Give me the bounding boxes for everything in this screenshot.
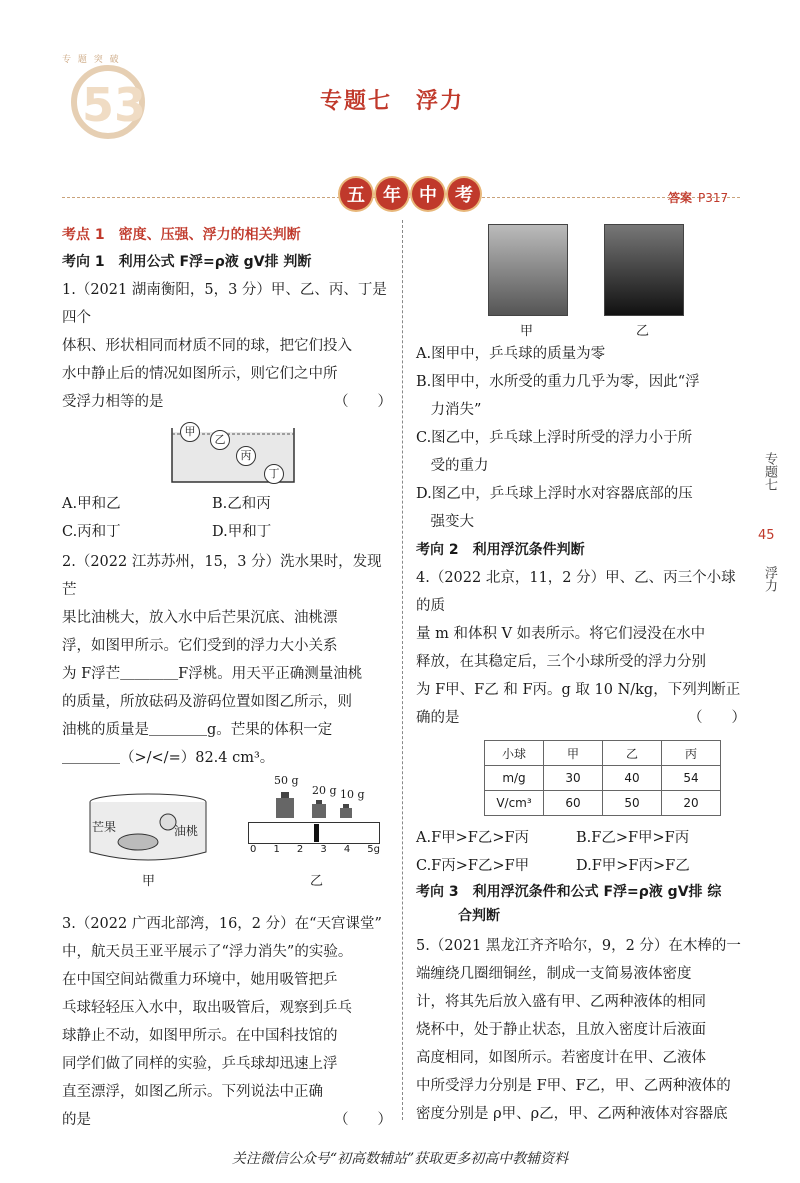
label-mango: 芒果 (92, 820, 117, 834)
table-row (485, 766, 721, 791)
q1-line: 水中静止后的情况如图所示，则它们之中所 (62, 366, 338, 382)
q2-caption-jia: 甲 (142, 874, 156, 889)
q2-line: 2.（2022 江苏苏州，15，3 分）洗水果时，发现芒 (62, 554, 382, 598)
table-cell: 60 (544, 791, 603, 816)
q3-option: 受的重力 (416, 458, 489, 474)
q4-option: D.F甲>F丙>F乙 (576, 858, 690, 874)
q4-line: 4.（2022 北京，11，2 分）甲、乙、丙三个小球的质 (416, 570, 736, 614)
banner-char: 考 (448, 178, 480, 210)
table-cell: 甲 (544, 741, 603, 766)
q3-line: 中，航天员王亚平展示了“浮力消失”的实验。 (62, 944, 353, 960)
weight-20: 20 g (312, 784, 337, 797)
q1-option: D.甲和丁 (212, 524, 272, 540)
q5-line: 计，将其先后放入盛有甲、乙两种液体的相同 (416, 994, 706, 1010)
table-cell: V/cm³ (485, 791, 544, 816)
ball-ding: 丁 (264, 464, 284, 484)
q1-options (62, 490, 392, 546)
q2-figures (62, 774, 392, 890)
q5-line: 密度分别是 ρ甲、ρ乙，甲、乙两种液体对容器底 (416, 1106, 728, 1122)
weight-10: 10 g (340, 788, 365, 801)
q3-line: 直至漂浮，如图乙所示。下列说法中正确 (62, 1084, 323, 1100)
q4-table (484, 740, 721, 816)
scale-tick: 1 (273, 844, 280, 855)
table-cell: 乙 (603, 741, 662, 766)
q2-line: 浮，如图甲所示。它们受到的浮力大小关系 (62, 638, 338, 654)
q5-line: 5.（2021 黑龙江齐齐哈尔，9，2 分）在木棒的一 (416, 938, 741, 954)
banner-char: 中 (412, 178, 444, 210)
question-5 (416, 932, 746, 1128)
scale-tick: 3 (320, 844, 327, 855)
q5-line: 烧杯中，处于静止状态，且放入密度计后液面 (416, 1022, 706, 1038)
answer-ref (668, 189, 728, 206)
answer-page: P317 (698, 191, 729, 205)
ball-bing: 丙 (236, 446, 256, 466)
table-cell: 20 (662, 791, 721, 816)
kaoxiang-2: 考向 2 利用浮沉条件判断 (416, 542, 585, 558)
logo-53 (62, 52, 154, 140)
table-cell: 30 (544, 766, 603, 791)
q2-line: 为 F浮芒＿＿＿＿F浮桃。用天平正确测量油桃 (62, 666, 363, 682)
banner-char: 年 (376, 178, 408, 210)
q4-option: C.F丙>F乙>F甲 (416, 858, 530, 874)
label-peach: 油桃 (174, 824, 199, 838)
q3-option: C.图乙中，乒乓球上浮时所受的浮力小于所 (416, 430, 693, 446)
q5-line: 端缠绕几圈细铜丝，制成一支简易液体密度 (416, 966, 692, 982)
q2-line: 的质量，所放砝码及游码位置如图乙所示，则 (62, 694, 352, 710)
scale-tick: 4 (343, 844, 351, 855)
q1-line: 1.（2021 湖南衡阳，5，3 分）甲、乙、丙、丁是四个 (62, 282, 387, 326)
left-column (62, 222, 392, 1134)
ball-yi: 乙 (210, 430, 230, 450)
logo-brand: 专 题 突 破 (62, 55, 121, 65)
photo-caption-yi: 乙 (636, 324, 650, 339)
banner-char: 五 (340, 178, 372, 210)
table-cell: 小球 (485, 741, 544, 766)
q1-paren: （ ） (334, 394, 392, 410)
q4-line: 释放，在其稳定后，三个小球所受的浮力分别 (416, 654, 706, 670)
question-3 (62, 910, 392, 1134)
scale-tick: 2 (296, 844, 304, 855)
q3-option: 强变大 (416, 514, 474, 530)
q1-line: 受浮力相等的是 (62, 394, 164, 410)
q4-line: 为 F甲、F乙 和 F丙。g 取 10 N/kg，下列判断正 (416, 682, 741, 698)
question-1 (62, 276, 392, 416)
q1-figure (170, 422, 296, 486)
table-cell: 54 (662, 766, 721, 791)
q4-options (416, 824, 746, 880)
q3-options (416, 340, 746, 536)
kaodian-heading: 考点 1 密度、压强、浮力的相关判断 (62, 227, 301, 243)
ball-jia: 甲 (180, 422, 200, 442)
q3-line: 的是 (62, 1112, 91, 1128)
logo-number: 53 (82, 78, 147, 132)
side-topic: 专题七 (762, 452, 777, 491)
weights-icon (272, 792, 372, 820)
q3-line: 球静止不动，如图甲所示。在中国科技馆的 (62, 1028, 338, 1044)
q4-option: A.F甲>F乙>F丙 (416, 830, 530, 846)
answer-label: 答案 (668, 191, 693, 205)
table-cell: 丙 (662, 741, 721, 766)
q3-paren: （ ） (334, 1112, 392, 1128)
q1-option: A.甲和乙 (62, 496, 121, 512)
q4-option: B.F乙>F甲>F丙 (576, 830, 690, 846)
q2-caption-yi: 乙 (310, 874, 324, 889)
q4-line: 确的是 (416, 710, 460, 726)
photo-science-museum (604, 224, 684, 316)
q5-line: 中所受浮力分别是 F甲、F乙，甲、乙两种液体的 (416, 1078, 731, 1094)
q5-line: 高度相同，如图所示。若密度计在甲、乙液体 (416, 1050, 706, 1066)
table-cell: 40 (603, 766, 662, 791)
q4-line: 量 m 和体积 V 如表所示。将它们浸没在水中 (416, 626, 706, 642)
q3-line: 3.（2022 广西北部湾，16，2 分）在“天宫课堂” (62, 916, 382, 932)
section-banner (340, 178, 480, 216)
q4-paren: （ ） (688, 710, 746, 726)
side-name: 浮力 (762, 566, 777, 592)
q3-line: 乓球轻轻压入水中，取出吸管后，观察到乒乓 (62, 1000, 352, 1016)
column-divider (402, 220, 403, 1120)
scale-tick: 0 (250, 844, 257, 855)
q3-option: D.图乙中，乒乓球上浮时水对容器底部的压 (416, 486, 693, 502)
q2-line: 油桃的质量是＿＿＿＿g。芒果的体积一定 (62, 722, 333, 738)
q3-option: 力消失” (416, 402, 482, 418)
q3-option: B.图甲中，水所受的重力几乎为零，因此“浮 (416, 374, 700, 390)
table-cell: 50 (603, 791, 662, 816)
q3-option: A.图甲中，乒乓球的质量为零 (416, 346, 606, 362)
question-2 (62, 548, 392, 772)
footer-note: 关注微信公众号“初高数辅站”获取更多初高中教辅资料 (231, 1151, 569, 1167)
kaoxiang-1: 考向 1 利用公式 F浮=ρ液 gV排 判断 (62, 254, 312, 270)
right-column (416, 222, 746, 1128)
scale-tick: 5g (367, 844, 380, 855)
kaoxiang-3-line: 合判断 (416, 908, 500, 924)
scale-ticks (250, 844, 380, 855)
q2-line: ＿＿＿＿（>/</=）82.4 cm³。 (62, 750, 275, 766)
question-4 (416, 564, 746, 732)
q2-line: 果比油桃大，放入水中后芒果沉底、油桃漂 (62, 610, 338, 626)
page-number: 45 (758, 528, 775, 543)
page-title: 专题七 浮力 (320, 89, 465, 114)
q3-line: 在中国空间站微重力环境中，她用吸管把乒 (62, 972, 338, 988)
kaoxiang-3-line: 考向 3 利用浮沉条件和公式 F浮=ρ液 gV排 综 (416, 884, 722, 900)
q3-line: 同学们做了同样的实验，乒乓球却迅速上浮 (62, 1056, 338, 1072)
table-row (485, 741, 721, 766)
kaoxiang-3 (416, 880, 746, 928)
weight-50: 50 g (274, 774, 299, 787)
table-cell: m/g (485, 766, 544, 791)
table-row (485, 791, 721, 816)
q1-option: C.丙和丁 (62, 524, 121, 540)
beam-scale-icon (248, 822, 380, 844)
photo-space-station (488, 224, 568, 316)
photo-caption-jia: 甲 (520, 324, 534, 339)
q1-line: 体积、形状相同而材质不同的球，把它们投入 (62, 338, 352, 354)
q1-option: B.乙和丙 (212, 496, 271, 512)
q3-photos (416, 222, 746, 340)
